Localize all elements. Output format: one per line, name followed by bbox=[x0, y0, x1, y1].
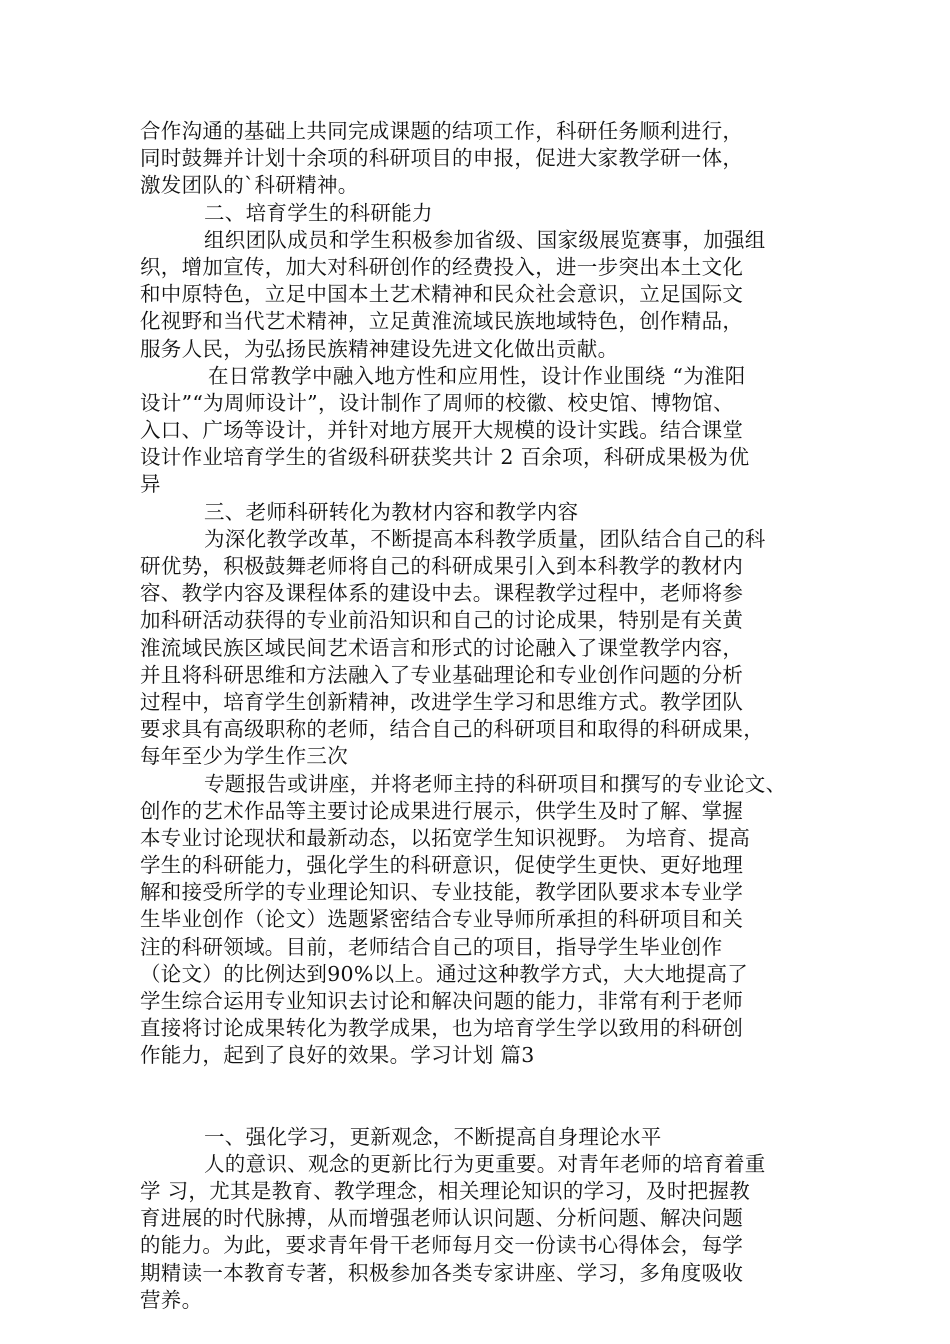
text-line: 淮流域民族区域民间艺术语言和形式的讨论融入了课堂教学内容， bbox=[140, 635, 744, 660]
text-line: 解和接受所学的专业理论知识、专业技能，教学团队要求本专业学 bbox=[140, 880, 744, 905]
text-line: （论文）的比例达到90%以上。通过这种教学方式，大大地提高了 bbox=[140, 961, 749, 986]
section-heading-3: 三、老师科研转化为教材内容和教学内容 bbox=[204, 499, 579, 524]
text-line: 人的意识、观念的更新比行为更重要。对青年老师的培育着重 bbox=[204, 1151, 766, 1176]
text-line: 期精读一本教育专著，积极参加各类专家讲座、学习，多角度吸收 bbox=[140, 1260, 744, 1285]
text-line: 合作沟通的基础上共同完成课题的结项工作，科研任务顺利进行， bbox=[140, 119, 744, 143]
paragraph-p5 bbox=[140, 771, 820, 1070]
text-line: 注的科研领域。目前，老师结合自己的项目，指导学生毕业创作 bbox=[140, 934, 723, 959]
text-line: 服务人民，为弘扬民族精神建设先进文化做出贡献。 bbox=[140, 336, 619, 361]
text-line: 学生的科研能力，强化学生的科研意识，促使学生更快、更好地理 bbox=[140, 853, 744, 878]
text-line: 作能力，起到了良好的效果。学习计划 篇3 bbox=[140, 1043, 535, 1068]
paragraph-p6 bbox=[140, 1151, 820, 1314]
text-line: 专题报告或讲座，并将老师主持的科研项目和撰写的专业论文、 bbox=[204, 771, 787, 796]
text-line: 和中原特色，立足中国本土艺术精神和民众社会意识，立足国际文 bbox=[140, 282, 744, 307]
paragraph-p2 bbox=[140, 227, 820, 363]
text-line: 同时鼓舞并计划十余项的科研项目的申报，促进大家教学研一体， bbox=[140, 146, 744, 171]
text-line: 容、教学内容及课程体系的建设中去。课程教学过程中，老师将参 bbox=[140, 581, 744, 606]
document-page bbox=[140, 118, 820, 1314]
text-line: 的能力。为此，要求青年骨干老师每月交一份读书心得体会，每学 bbox=[140, 1233, 744, 1258]
text-line: 研优势，积极鼓舞老师将自己的科研成果引入到本科教学的教材内 bbox=[140, 554, 744, 578]
text-line: 过程中，培育学生创新精神，改进学生学习和思维方式。教学团队 bbox=[140, 689, 744, 714]
text-line: 异 bbox=[140, 472, 161, 497]
text-line: 学生综合运用专业知识去讨论和解决问题的能力，非常有利于老师 bbox=[140, 989, 744, 1013]
text-line: 生毕业创作（论文）选题紧密结合专业导师所承担的科研项目和关 bbox=[140, 907, 744, 932]
text-line: 每年至少为学生作三次 bbox=[140, 744, 348, 769]
text-line: 本专业讨论现状和最新动态，以拓宽学生知识视野。 为培育、提高 bbox=[140, 825, 751, 850]
text-line: 要求具有高级职称的老师，结合自己的科研项目和取得的科研成果， bbox=[140, 717, 764, 742]
text-line: 设计作业培育学生的省级科研获奖共计 2 百余项，科研成果极为优 bbox=[140, 445, 750, 470]
text-line: 组织团队成员和学生积极参加省级、国家级展览赛事，加强组 bbox=[204, 227, 766, 252]
text-line: 学 习，尤其是教育、教学理念，相关理论知识的学习，及时把握教 bbox=[140, 1178, 751, 1203]
text-line: 并且将科研思维和方法融入了专业基础理论和专业创作问题的分析 bbox=[140, 662, 744, 687]
text-line: 创作的艺术作品等主要讨论成果进行展示，供学生及时了解、掌握 bbox=[140, 798, 744, 823]
paragraph-p4 bbox=[140, 526, 820, 771]
text-line: 为深化教学改革，不断提高本科教学质量，团队结合自己的科 bbox=[204, 526, 766, 551]
text-line: 设计”“为周师设计”，设计制作了周师的校徽、校史馆、博物馆、 bbox=[140, 390, 734, 415]
text-line: 在日常教学中融入地方性和应用性，设计作业围绕 “为淮阳 bbox=[208, 363, 746, 388]
text-line: 直接将讨论成果转化为教学成果，也为培育学生学以致用的科研创 bbox=[140, 1016, 744, 1041]
text-line: 织，增加宣传，加大对科研创作的经费投入，进一步突出本土文化 bbox=[140, 254, 744, 279]
text-line: 激发团队的`科研精神。 bbox=[140, 173, 359, 198]
blank-space bbox=[140, 1070, 820, 1124]
text-line: 入口、广场等设计，并针对地方展开大规模的设计实践。结合课堂 bbox=[140, 418, 744, 443]
text-line: 营养。 bbox=[140, 1287, 203, 1312]
paragraph-p3 bbox=[140, 363, 820, 499]
text-line: 育进展的时代脉搏，从而增强老师认识问题、分析问题、解决问题 bbox=[140, 1206, 744, 1231]
paragraph-p1 bbox=[140, 118, 820, 200]
text-line: 化视野和当代艺术精神，立足黄淮流域民族地域特色，创作精品， bbox=[140, 309, 744, 334]
section-heading-4: 一、强化学习，更新观念，不断提高自身理论水平 bbox=[204, 1124, 662, 1149]
text-line: 加科研活动获得的专业前沿知识和自己的讨论成果，特别是有关黄 bbox=[140, 608, 744, 633]
section-heading-2: 二、培育学生的科研能力 bbox=[204, 200, 433, 225]
